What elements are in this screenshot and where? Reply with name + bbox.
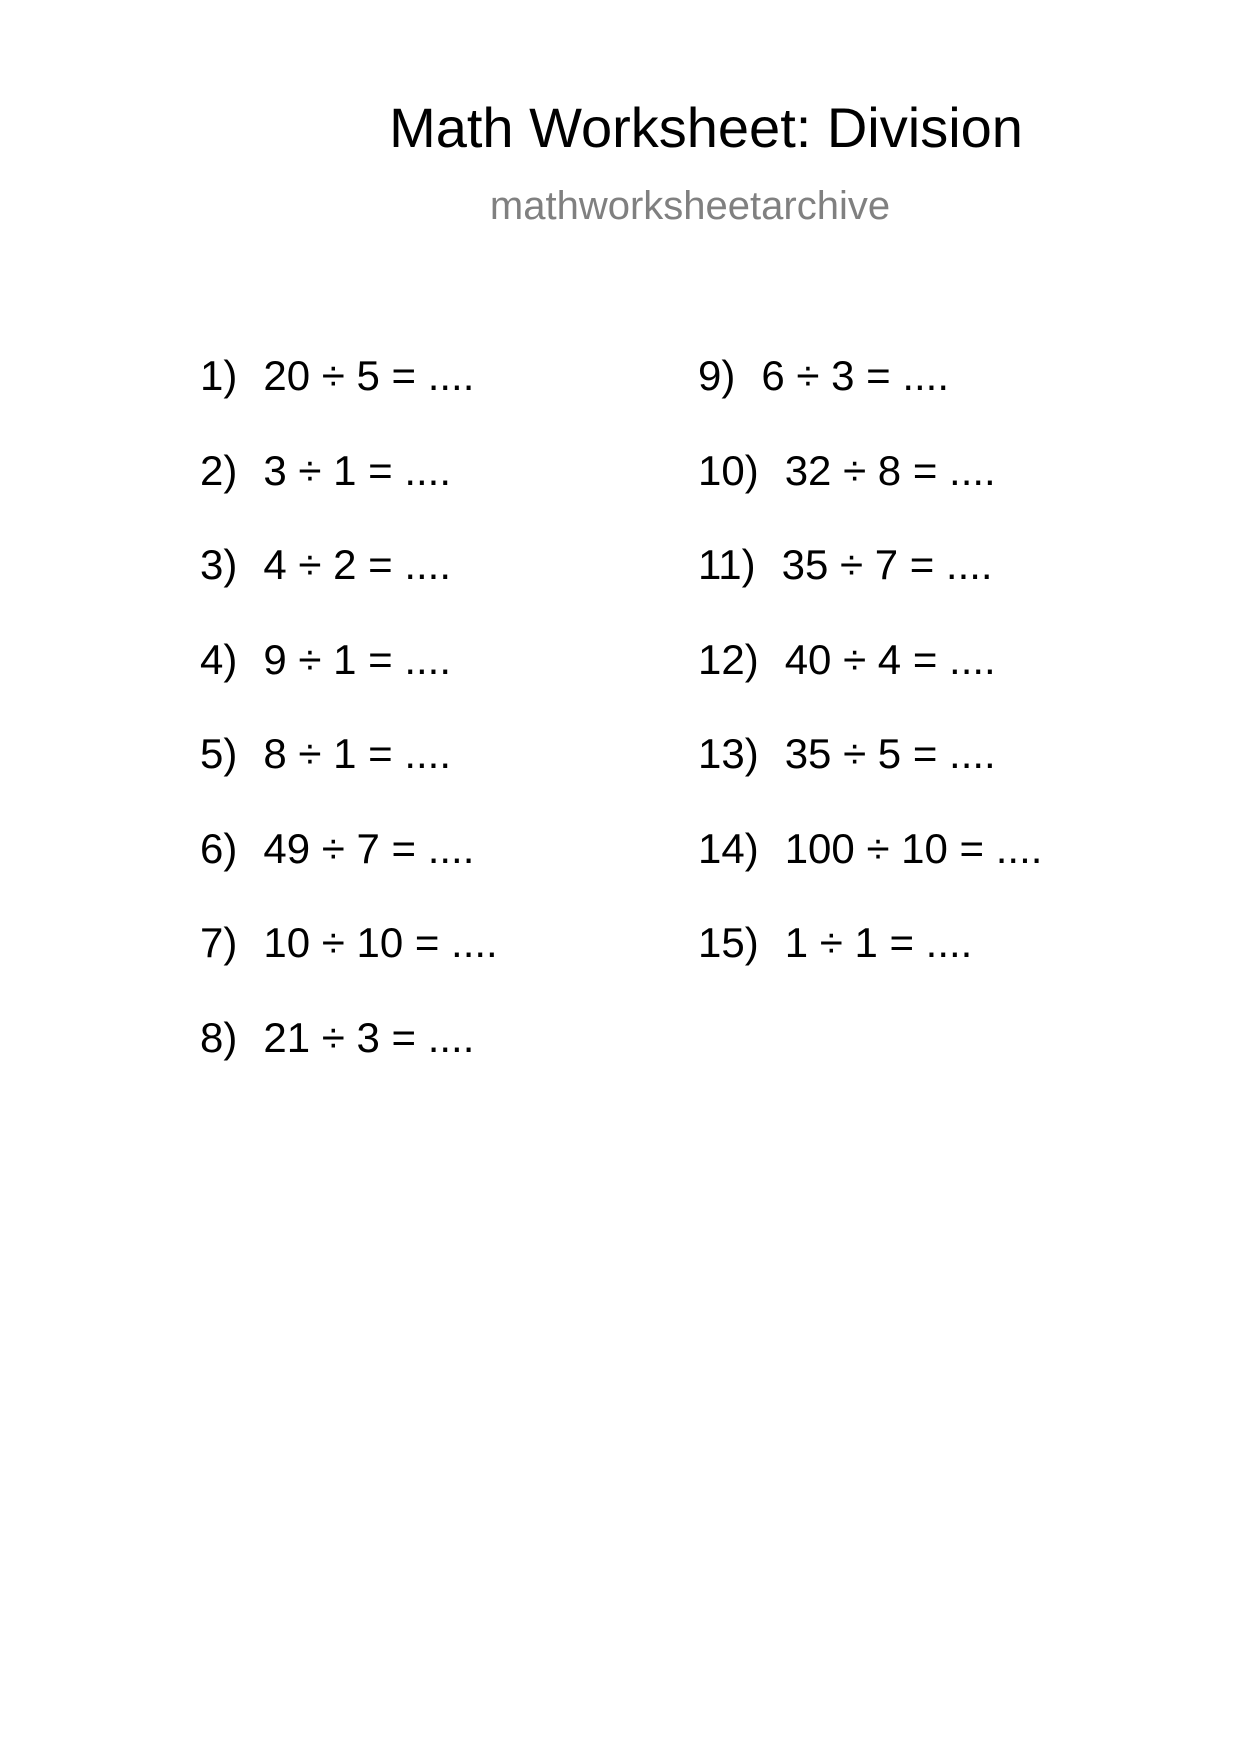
- problem-column-right: [698, 350, 1042, 1012]
- problem-number: 14): [698, 824, 759, 872]
- problem-item: [200, 539, 498, 634]
- problem-item: [698, 539, 1042, 634]
- problem-expression: 49 ÷ 7 = ....: [263, 824, 475, 872]
- problem-item: [698, 728, 1042, 823]
- problem-item: [698, 917, 1042, 1012]
- problem-number: 12): [698, 635, 759, 683]
- problem-number: 11): [698, 541, 756, 588]
- problem-expression: 4 ÷ 2 = ....: [263, 541, 452, 588]
- problem-number: 9): [698, 352, 736, 399]
- worksheet-subtitle: mathworksheetarchive: [489, 184, 891, 228]
- problem-expression: 6 ÷ 3 = ....: [761, 352, 950, 399]
- problem-item: [698, 445, 1042, 540]
- problem-expression: 10 ÷ 10 = ....: [263, 919, 498, 966]
- problem-number: 6): [200, 824, 238, 872]
- problem-number: 15): [698, 919, 759, 966]
- problem-expression: 21 ÷ 3 = ....: [263, 1013, 475, 1061]
- problem-expression: 100 ÷ 10 = ....: [784, 824, 1043, 872]
- problem-item: [200, 350, 498, 445]
- problem-number: 7): [200, 919, 238, 966]
- problem-expression: 35 ÷ 5 = ....: [784, 730, 996, 777]
- problem-column-left: [200, 350, 498, 1106]
- problem-item: [200, 1012, 498, 1107]
- problem-item: [200, 728, 498, 823]
- worksheet-title: Math Worksheet: Division: [389, 96, 1023, 159]
- problem-item: [200, 634, 498, 729]
- problem-expression: 35 ÷ 7 = ....: [781, 541, 993, 588]
- problem-number: 1): [200, 352, 238, 399]
- problem-number: 10): [698, 446, 759, 494]
- problem-item: [698, 823, 1042, 918]
- problem-expression: 20 ÷ 5 = ....: [263, 352, 475, 399]
- problem-number: 13): [698, 730, 759, 777]
- problem-expression: 1 ÷ 1 = ....: [784, 919, 973, 966]
- problem-expression: 9 ÷ 1 = ....: [263, 635, 452, 683]
- problem-number: 8): [200, 1013, 238, 1061]
- problem-number: 4): [200, 635, 238, 683]
- problem-item: [200, 917, 498, 1012]
- problem-item: [698, 634, 1042, 729]
- problem-number: 2): [200, 446, 238, 494]
- problem-item: [200, 823, 498, 918]
- problem-expression: 40 ÷ 4 = ....: [784, 635, 996, 683]
- problem-expression: 8 ÷ 1 = ....: [263, 730, 452, 777]
- problem-expression: 3 ÷ 1 = ....: [263, 446, 452, 494]
- problem-number: 3): [200, 541, 238, 588]
- problem-expression: 32 ÷ 8 = ....: [784, 446, 996, 494]
- problem-number: 5): [200, 730, 238, 777]
- problem-item: [698, 350, 1042, 445]
- problem-item: [200, 445, 498, 540]
